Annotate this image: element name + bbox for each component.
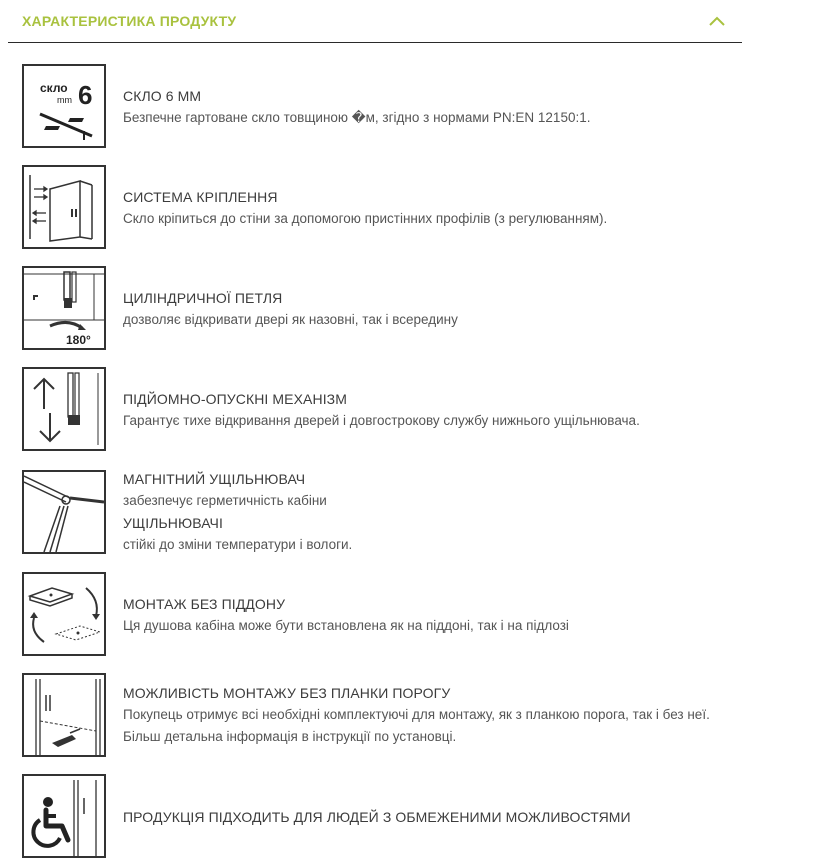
feature-description: Скло кріпиться до стіни за допомогою пристінних профілів (з регулюванням). [123, 211, 608, 226]
feature-title: МОЖЛИВІСТЬ МОНТАЖУ БЕЗ ПЛАНКИ ПОРОГУ [123, 685, 451, 701]
section-header[interactable] [8, 0, 742, 43]
feature-title: СКЛО 6 ММ [123, 88, 202, 104]
svg-text:mm: mm [57, 95, 72, 105]
feature-description: забезпечує герметичність кабіни [123, 493, 327, 508]
feature-description: Безпечне гартоване скло товщиною �м, згідно з нормами PN:EN 12150:1. [123, 110, 591, 125]
feature-description: дозволяє відкривати двері як назовні, так і всередину [123, 312, 458, 327]
svg-text:скло: скло [40, 81, 68, 95]
svg-text:6: 6 [78, 80, 93, 110]
feature-description: Покупець отримує всі необхідні комплектуючі для монтажу, як з планкою порога, так і без неї. Більш детальна інформація в інструкції по установці. [123, 707, 710, 744]
hinge-180-icon [22, 266, 106, 350]
feature-title: ЦИЛІНДРИЧНОЇ ПЕТЛЯ [123, 290, 283, 306]
threshold-free-icon [22, 673, 106, 757]
chevron-up-icon[interactable] [708, 14, 726, 28]
feature-description-secondary: стійкі до зміни температури і вологи. [123, 537, 353, 552]
feature-title: СИСТЕМА КРІПЛЕННЯ [123, 189, 278, 205]
feature-title: МАГНІТНИЙ УЩІЛЬНЮВАЧ [123, 471, 306, 487]
lift-mechanism-icon [22, 367, 106, 451]
feature-title: МОНТАЖ БЕЗ ПІДДОНУ [123, 596, 286, 612]
feature-title: ПІДЙОМНО-ОПУСКНІ МЕХАНІЗМ [123, 391, 348, 407]
svg-text:180°: 180° [66, 333, 91, 347]
no-tray-mounting-icon [22, 572, 106, 656]
magnetic-seal-icon [22, 470, 106, 554]
accessibility-icon [22, 774, 106, 858]
feature-description: Гарантує тихе відкривання дверей і довгострокову службу нижнього ущільнювача. [123, 413, 640, 428]
mounting-system-icon [22, 165, 106, 249]
feature-title-secondary: УЩІЛЬНЮВАЧІ [123, 515, 223, 531]
feature-title: ПРОДУКЦІЯ ПІДХОДИТЬ ДЛЯ ЛЮДЕЙ З ОБМЕЖЕНИМИ МОЖЛИВОСТЯМИ [123, 809, 631, 825]
feature-description: Ця душова кабіна може бути встановлена як на піддоні, так і на підлозі [123, 618, 569, 633]
section-title: ХАРАКТЕРИСТИКА ПРОДУКТУ [22, 13, 237, 29]
glass-6mm-icon [22, 64, 106, 148]
